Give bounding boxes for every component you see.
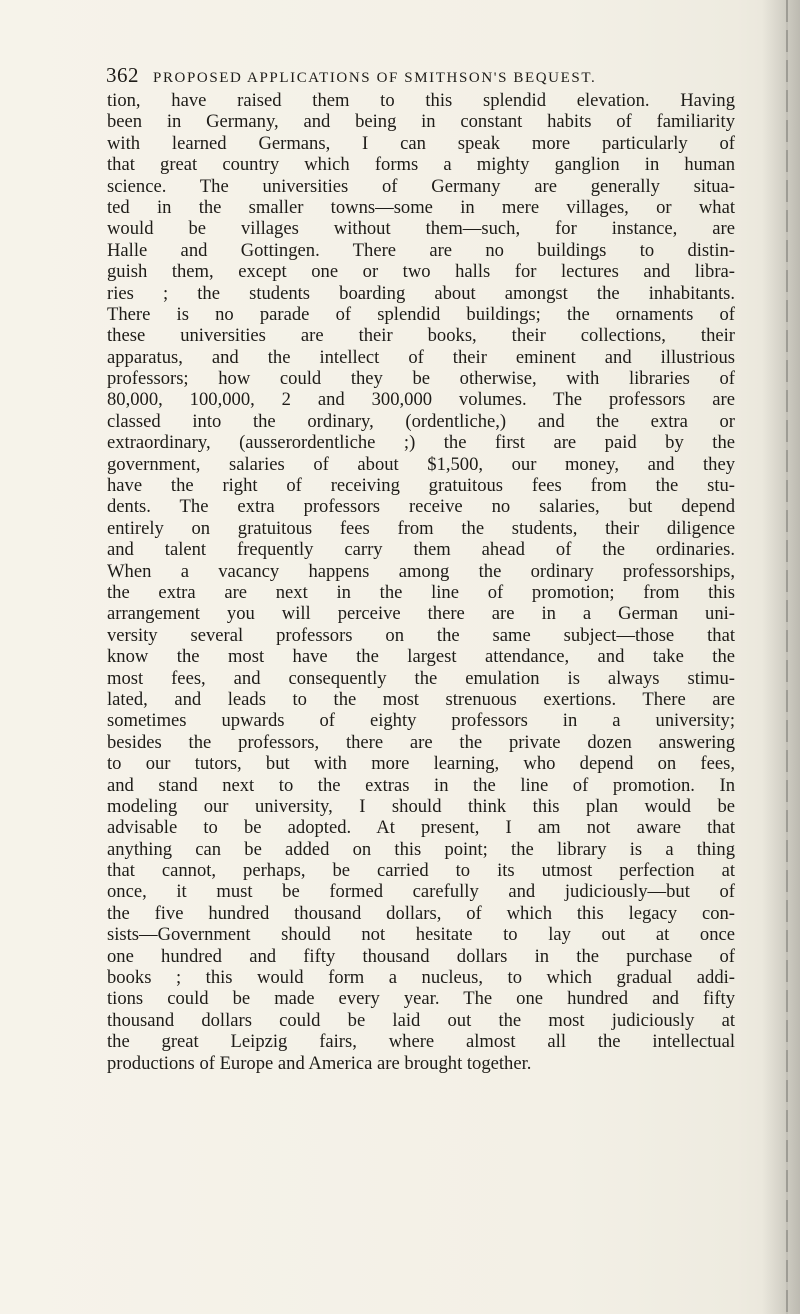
text-line: with learned Germans, I can speak more particularly of bbox=[107, 132, 735, 154]
text-line: science. The universities of Germany are generally situa- bbox=[107, 175, 735, 197]
text-line: dents. The extra professors receive no salaries, but depend bbox=[107, 496, 735, 518]
text-line: There is no parade of splendid buildings; the ornaments of bbox=[107, 303, 735, 325]
text-line: professors; how could they be otherwise, with libraries of bbox=[107, 368, 735, 390]
text-line: that cannot, perhaps, be carried to its utmost perfection at bbox=[107, 860, 735, 882]
body-text bbox=[107, 90, 735, 1074]
text-line: that great country which forms a mighty ganglion in human bbox=[107, 154, 735, 176]
text-line: the five hundred thousand dollars, of which this legacy con- bbox=[107, 902, 735, 924]
text-line: have the right of receiving gratuitous fees from the stu- bbox=[107, 475, 735, 497]
text-line: guish them, except one or two halls for lectures and libra- bbox=[107, 261, 735, 283]
page-edge bbox=[786, 0, 788, 1314]
text-line: most fees, and consequently the emulation is always stimu- bbox=[107, 667, 735, 689]
text-line: thousand dollars could be laid out the most judiciously at bbox=[107, 1009, 735, 1031]
text-line: versity several professors on the same subject—those that bbox=[107, 624, 735, 646]
text-line: to our tutors, but with more learning, who depend on fees, bbox=[107, 753, 735, 775]
text-line: books ; this would form a nucleus, to which gradual addi- bbox=[107, 967, 735, 989]
text-line: extraordinary, (ausserordentliche ;) the first are paid by the bbox=[107, 432, 735, 454]
text-line: entirely on gratuitous fees from the students, their diligence bbox=[107, 517, 735, 539]
text-line: modeling our university, I should think this plan would be bbox=[107, 795, 735, 817]
text-line: apparatus, and the intellect of their eminent and illustrious bbox=[107, 346, 735, 368]
text-line: government, salaries of about $1,500, our money, and they bbox=[107, 453, 735, 475]
text-line: sometimes upwards of eighty professors in a university; bbox=[107, 710, 735, 732]
text-line: and talent frequently carry them ahead of the ordinaries. bbox=[107, 539, 735, 561]
text-line: anything can be added on this point; the library is a thing bbox=[107, 838, 735, 860]
text-line: arrangement you will perceive there are in a German uni- bbox=[107, 603, 735, 625]
text-line: one hundred and fifty thousand dollars in the purchase of bbox=[107, 945, 735, 967]
text-line: Halle and Gottingen. There are no buildings to distin- bbox=[107, 239, 735, 261]
text-line: ted in the smaller towns—some in mere villages, or what bbox=[107, 196, 735, 218]
text-line: the extra are next in the line of promotion; from this bbox=[107, 581, 735, 603]
spine-shadow bbox=[762, 0, 800, 1314]
running-head bbox=[106, 63, 706, 85]
text-line: these universities are their books, their collections, their bbox=[107, 325, 735, 347]
text-line: classed into the ordinary, (ordentliche,) and the extra or bbox=[107, 410, 735, 432]
text-line: and stand next to the extras in the line of promotion. In bbox=[107, 774, 735, 796]
text-line: tions could be made every year. The one hundred and fifty bbox=[107, 988, 735, 1010]
running-title: PROPOSED APPLICATIONS OF SMITHSON'S BEQUEST. bbox=[153, 70, 597, 86]
text-line: When a vacancy happens among the ordinary professorships, bbox=[107, 560, 735, 582]
text-line: ries ; the students boarding about amongst the inhabitants. bbox=[107, 282, 735, 304]
text-line: 80,000, 100,000, 2 and 300,000 volumes. The professors are bbox=[107, 389, 735, 411]
text-line: know the most have the largest attendance, and take the bbox=[107, 646, 735, 668]
text-line: would be villages without them—such, for instance, are bbox=[107, 218, 735, 240]
text-line: advisable to be adopted. At present, I am not aware that bbox=[107, 817, 735, 839]
text-line: besides the professors, there are the private dozen answering bbox=[107, 731, 735, 753]
text-line: sists—Government should not hesitate to lay out at once bbox=[107, 924, 735, 946]
text-line: lated, and leads to the most strenuous exertions. There are bbox=[107, 688, 735, 710]
text-line: tion, have raised them to this splendid elevation. Having bbox=[107, 90, 735, 111]
page-number: 362 bbox=[106, 63, 139, 87]
text-line: the great Leipzig fairs, where almost all the intellectual bbox=[107, 1031, 735, 1053]
text-line: productions of Europe and America are brought together. bbox=[107, 1052, 532, 1074]
text-line: once, it must be formed carefully and judiciously—but of bbox=[107, 881, 735, 903]
text-line: been in Germany, and being in constant habits of familiarity bbox=[107, 111, 735, 133]
